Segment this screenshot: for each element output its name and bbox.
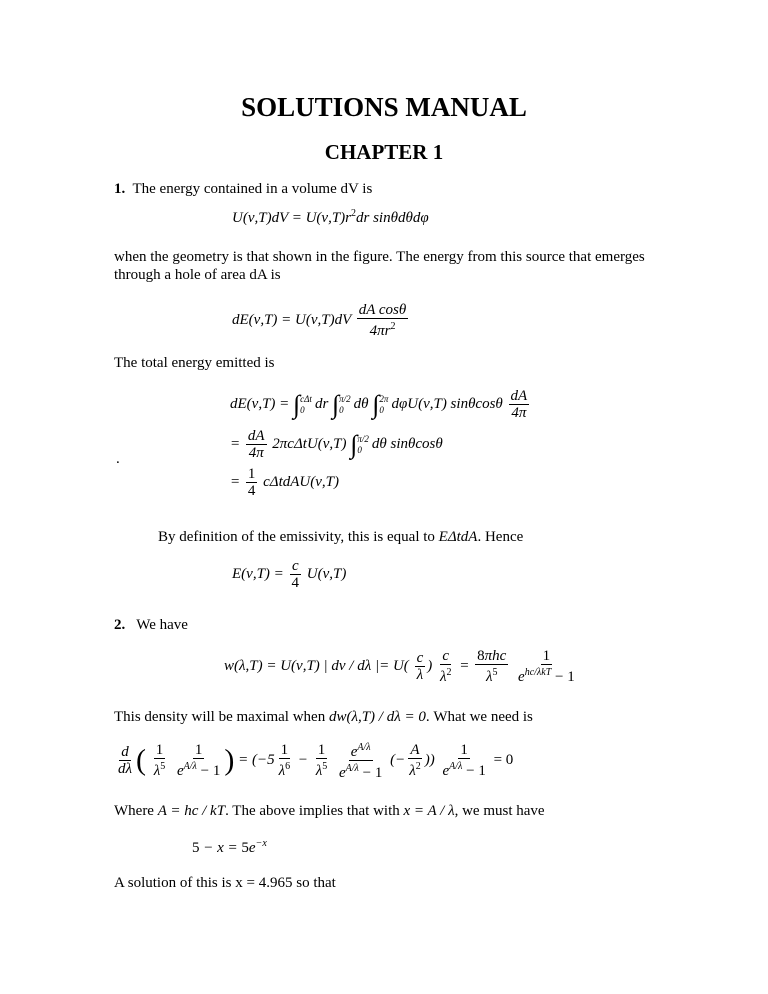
problem-2-intro	[114, 616, 188, 634]
equation-hole-energy: dE(ν,T) = U(ν,T)dV $\frac{\text{dA cosθ}}{4\pi r^2}$	[232, 302, 407, 339]
problem-2-where: Where A = hc / kT. The above implies that with x = A / λ, we must have	[114, 803, 545, 819]
equation-total-line1: dE(ν,T) = ∫ cΔt 0 dr ∫ π/2 0 dθ ∫ 2π 0 dφU(ν,T) sinθcosθ $\frac{dA}{4\pi}$	[230, 388, 528, 421]
problem-1-intro	[114, 180, 372, 198]
problem-1-intro-text: The energy contained in a volume dV is	[132, 181, 373, 197]
problem-2-maximal-post: . What we need is	[425, 709, 533, 725]
page-title: SOLUTIONS MANUAL	[241, 92, 527, 122]
problem-1-number: 1.	[114, 181, 126, 197]
problem-2-number: 2.	[114, 617, 126, 633]
problem-2-where-mid: . The above implies that with	[225, 803, 400, 819]
problem-2-maximal: This density will be maximal when dw(λ,T) / dλ = 0. What we need is	[114, 709, 533, 725]
chapter-heading: CHAPTER 1	[324, 140, 444, 164]
problem-1-emissivity: By definition of the emissivity, this is equal to EΔtdA. Hence	[158, 529, 524, 545]
equation-dot: .	[116, 451, 120, 467]
equation-volume-energy: $U(\nu,T)dV = U(\nu,T)r^2dr$ sinθdθdφ	[232, 208, 429, 226]
problem-2-solution-text: A solution of this is x = 4.965 so that	[114, 875, 336, 891]
equation-wavelength-density: w(λ,T) = U(ν,T) | dν / dλ |= U( $\frac{c}{\lambda}$ ) $\frac{c}{\lambda^2}$ = $\frac{\text{8πhc}}{\lambda^5}$ $\frac{1}{e^{hc/\lambda kT} - 1}$	[224, 648, 575, 685]
problem-1-geometry-line1: when the geometry is that shown in the figure. The energy from this source that emerges	[114, 249, 645, 265]
equation-transcendental: $5 - x = 5e^{-x}$	[192, 838, 267, 856]
equation-emissivity: E(ν,T) = $\frac{c}{4}$ U(ν,T)	[232, 558, 347, 591]
problem-2-maximal-pre: This density will be maximal when	[114, 709, 326, 725]
equation-total-line2: = $\frac{dA}{4\pi}$ 2πcΔtU(ν,T) ∫ π/2 0 dθ sinθcosθ	[230, 428, 443, 461]
problem-1-geometry-line2: through a hole of area dA is	[114, 267, 281, 283]
problem-1-emissivity-pre: By definition of the emissivity, this is equal to	[158, 529, 435, 545]
equation-derivative: $\frac{d}{d\lambda}$ ( $\frac{1}{\lambda^5}$ $\frac{1}{e^{A/\lambda} - 1}$ ) = (−5 $\frac{1}{\lambda^6}$ − $\frac{1}{\lambda^5}$ $\frac{e^{A/\lambda}}{e^{A/\lambda} - 1}$ (− $\frac{A}{\lambda^2}$ )) $\frac{1}{e^{A/\lambda} - 1}$ = 0	[118, 742, 514, 781]
problem-2-where-post: , we must have	[454, 803, 545, 819]
problem-2-where-pre: Where	[114, 803, 154, 819]
problem-1-emissivity-post: . Hence	[477, 529, 524, 545]
problem-2-intro-text: We have	[136, 617, 188, 633]
equation-total-line3: = $\frac{1}{4}$ cΔtdAU(ν,T)	[230, 466, 339, 499]
problem-1-total-text: The total energy emitted is	[114, 355, 275, 371]
